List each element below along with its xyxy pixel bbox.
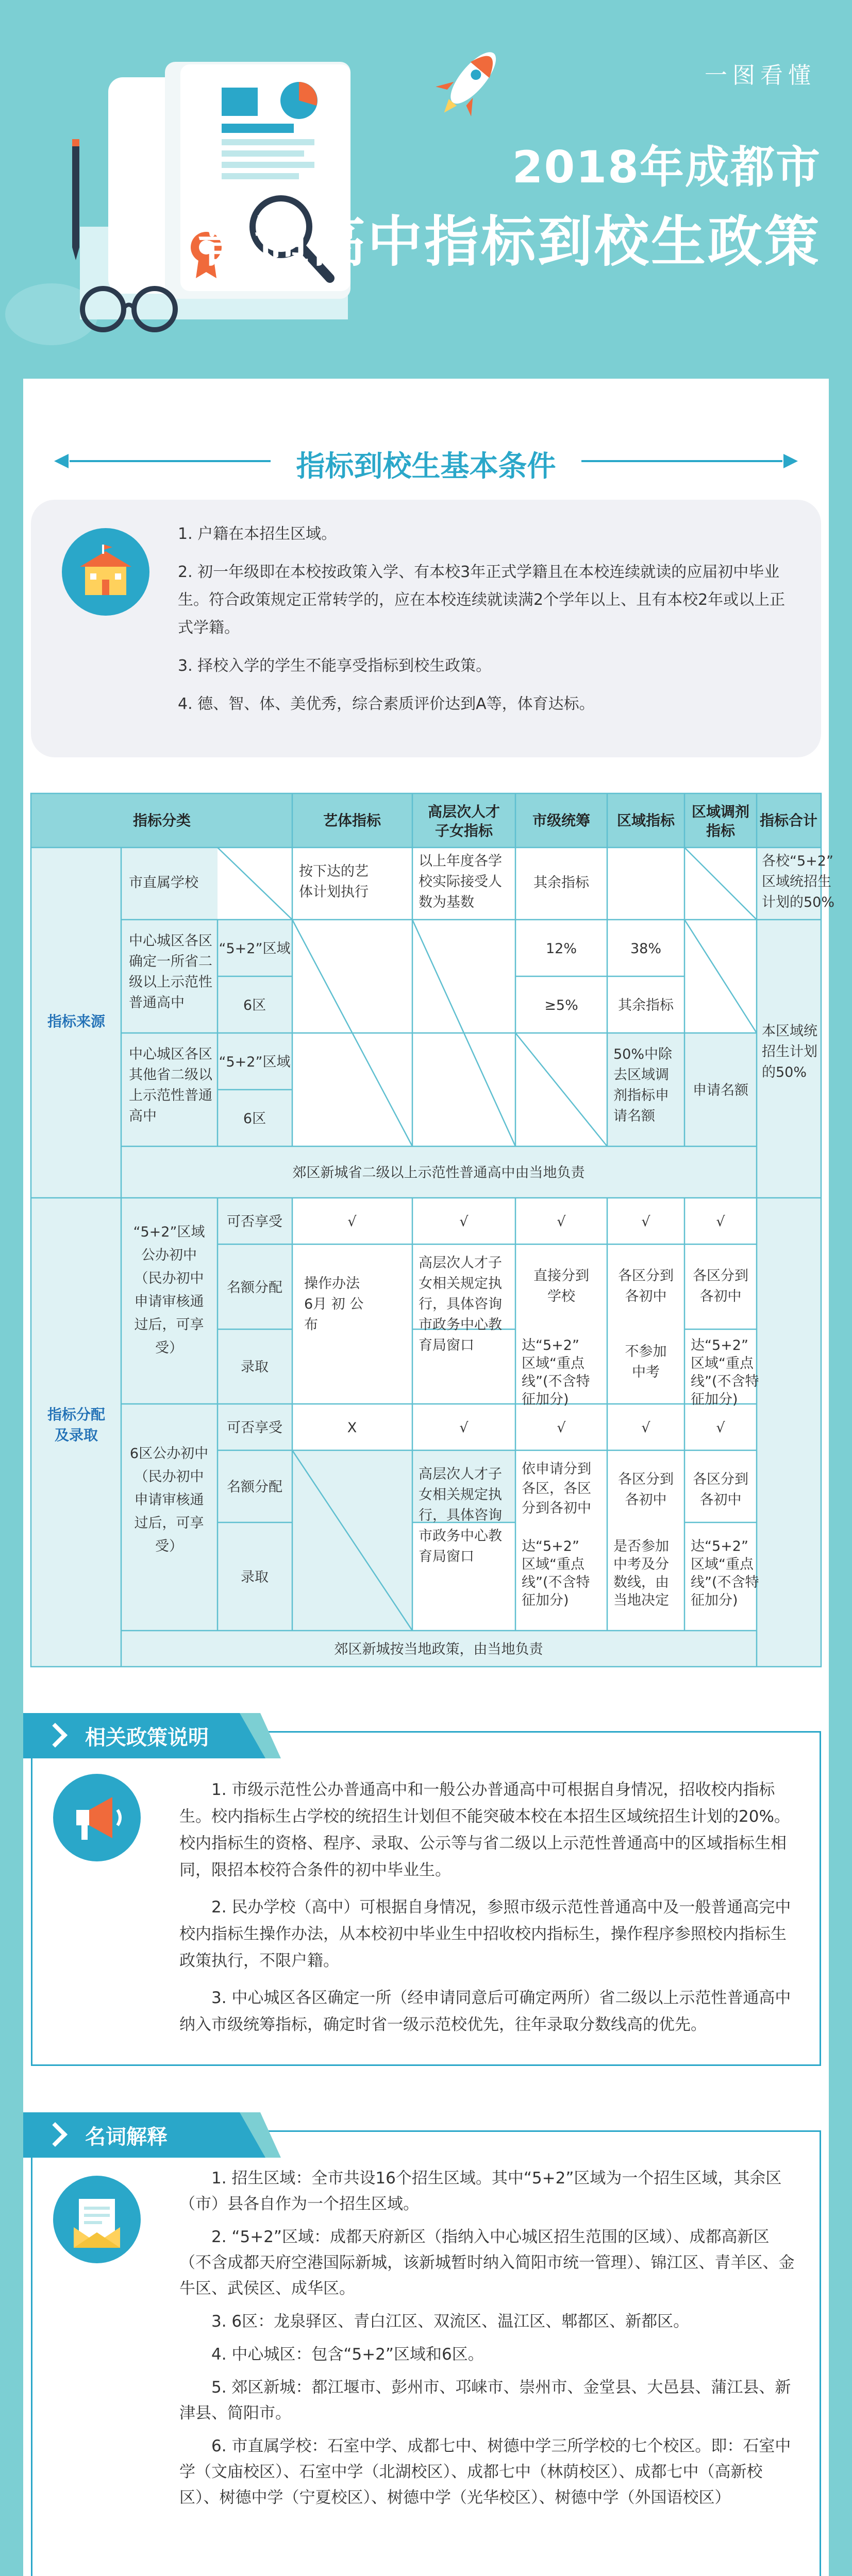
svg-text:中心城区各区: 中心城区各区 <box>129 1046 212 1062</box>
svg-text:受）: 受） <box>155 1340 183 1356</box>
svg-text:达“5+2”: 达“5+2” <box>522 1337 579 1353</box>
svg-text:行，具体咨询: 行，具体咨询 <box>419 1296 502 1312</box>
svg-text:高中: 高中 <box>129 1108 157 1124</box>
svg-text:各初中: 各初中 <box>625 1289 667 1304</box>
section2-title: 相关政策说明 <box>85 1726 209 1750</box>
svg-text:不参加: 不参加 <box>625 1344 667 1360</box>
glossary-box <box>31 2130 821 2576</box>
letter-icon <box>53 2176 141 2263</box>
glossary-label <box>23 2112 291 2158</box>
header-talent-2: 子女指标 <box>435 822 493 839</box>
megaphone-icon <box>53 1774 141 1861</box>
glossary-item: 2. “5+2”区域：成都天府新区（指纳入中心城区招生范围的区域）、成都高新区（不含成都天府空港国际新城，该新城暂时纳入简阳市统一管理）、锦江区、青羊区、金牛区、武侯区、成华区。 <box>179 2228 795 2298</box>
policy-para: 1. 市级示范性公办普通高中和一般公办普通高中可根据自身情况，招收校内指标生。校内指标生占学校的统招生计划但不能突破本校在本招生区域统招生计划的20%。校内指标生的资格、程序、录取、公示等与省二级以上示范性普通高中的区域指标生相同，限招本校符合条件的初中毕业生。 <box>179 1781 790 1879</box>
alloc-label-1: 指标分配 <box>47 1406 106 1423</box>
svg-text:达“5+2”: 达“5+2” <box>691 1337 748 1353</box>
svg-text:育局窗口: 育局窗口 <box>419 1549 474 1565</box>
svg-text:公办初中: 公办初中 <box>141 1247 197 1263</box>
svg-text:中考: 中考 <box>632 1364 660 1380</box>
check-mark: √ <box>716 1214 725 1230</box>
suburb-source: 郊区新城省二级以上示范性普通高中由当地负责 <box>292 1165 585 1181</box>
ge5: ≥5% <box>544 997 578 1013</box>
glossary-item: 3. 6区：龙泉驿区、青白江区、双流区、温江区、郫都区、新都区。 <box>211 2312 690 2331</box>
svg-text:剂指标申: 剂指标申 <box>613 1088 669 1104</box>
svg-text:6月 初 公: 6月 初 公 <box>304 1296 364 1312</box>
check-mark: √ <box>459 1214 469 1230</box>
svg-text:行，具体咨询: 行，具体咨询 <box>419 1507 502 1523</box>
city-school: 市直属学校 <box>129 875 198 891</box>
sub-52: “5+2”区域 <box>219 941 291 957</box>
svg-text:6区公办初中: 6区公办初中 <box>129 1446 209 1462</box>
svg-text:数为基数: 数为基数 <box>419 894 474 910</box>
check-mark: √ <box>347 1214 357 1230</box>
pct12: 12% <box>545 941 577 957</box>
school-icon <box>62 528 149 616</box>
svg-text:高层次人才子: 高层次人才子 <box>419 1255 502 1271</box>
check-mark: √ <box>641 1420 650 1436</box>
source-label: 指标来源 <box>47 1013 106 1030</box>
svg-text:市政务中心教: 市政务中心教 <box>419 1317 502 1333</box>
header-city: 市级统筹 <box>532 812 591 829</box>
policy-para: 2. 民办学校（高中）可根据自身情况，参照市级示范性普通高中及一般普通高完中校内指标生操作办法，从本校初中毕业生中招收校内指标生，操作程序参照校内指标生政策执行，不限户籍。 <box>179 1898 791 1970</box>
header-district: 区域指标 <box>616 812 675 829</box>
brand-label: 一图看懂 <box>705 62 816 89</box>
svg-text:线”(不含特: 线”(不含特 <box>522 1574 590 1590</box>
conditions-box <box>31 500 821 757</box>
assign-2: 名额分配 <box>227 1479 282 1495</box>
remain2: 其余指标 <box>618 997 674 1013</box>
svg-text:分到各初中: 分到各初中 <box>522 1500 591 1516</box>
enjoy-2: 可否享受 <box>227 1420 282 1436</box>
content-panel <box>23 379 835 2576</box>
svg-text:受）: 受） <box>155 1538 183 1554</box>
svg-text:中考及分: 中考及分 <box>613 1556 669 1572</box>
svg-text:本区域统: 本区域统 <box>762 1023 817 1039</box>
glossary-item: 6. 市直属学校：石室中学、成都七中、树德中学三所学校的七个校区。即：石室中学（文庙校区）、石室中学（北湖校区）、成都七中（林荫校区）、成都七中（高新校区）、树德中学（宁夏校区）、树德中学（光华校区）、树德中学（外国语校区） <box>179 2437 791 2507</box>
admit-1: 录取 <box>241 1359 269 1375</box>
arrow-right-icon <box>783 454 798 468</box>
svg-text:区域统招生: 区域统招生 <box>762 874 831 890</box>
svg-text:计划的50%: 计划的50% <box>762 894 835 910</box>
svg-text:达“5+2”: 达“5+2” <box>691 1538 748 1554</box>
quota-table <box>31 793 835 1667</box>
sub-6b: 6区 <box>243 1111 266 1127</box>
policy-notes-text <box>179 1776 798 2048</box>
glossary-item: 4. 中心城区：包含“5+2”区域和6区。 <box>211 2345 484 2364</box>
svg-text:线”(不含特: 线”(不含特 <box>691 1374 759 1389</box>
header-art: 艺体指标 <box>323 812 381 829</box>
rocket-icon <box>428 36 515 124</box>
page-title-line2: 普通高中指标到校生政策 <box>197 210 821 274</box>
svg-text:其他省二级以: 其他省二级以 <box>129 1067 212 1083</box>
condition-item: 1. 户籍在本招生区域。 <box>178 525 337 543</box>
check-mark: √ <box>557 1420 566 1436</box>
svg-text:高层次人才子: 高层次人才子 <box>419 1466 502 1482</box>
remain: 其余指标 <box>533 875 589 891</box>
apply: 申请名额 <box>693 1082 748 1098</box>
header-category: 指标分类 <box>132 812 191 829</box>
svg-text:过后，可享: 过后，可享 <box>134 1317 204 1333</box>
svg-text:各区分到: 各区分到 <box>618 1268 674 1284</box>
svg-text:各区分到: 各区分到 <box>693 1268 748 1284</box>
svg-text:各校“5+2”: 各校“5+2” <box>762 853 833 869</box>
glossary-text <box>179 2165 798 2518</box>
svg-text:当地决定: 当地决定 <box>613 1592 669 1608</box>
section1-heading <box>54 440 798 482</box>
check-mark: √ <box>641 1214 650 1230</box>
policy-notes-box <box>31 1731 821 2066</box>
svg-text:各区分到: 各区分到 <box>618 1471 674 1487</box>
svg-text:布: 布 <box>304 1317 318 1333</box>
suburb-alloc: 郊区新城按当地政策，由当地负责 <box>334 1641 543 1657</box>
check-mark: √ <box>459 1420 469 1436</box>
sub-6: 6区 <box>243 997 266 1013</box>
header-banner <box>0 0 852 361</box>
alloc-label-2: 及录取 <box>54 1427 98 1444</box>
svg-text:（民办初中: （民办初中 <box>134 1469 204 1485</box>
svg-text:普通高中: 普通高中 <box>129 995 185 1011</box>
svg-text:各区分到: 各区分到 <box>693 1471 748 1487</box>
svg-text:区域“重点: 区域“重点 <box>522 1556 584 1572</box>
glossary-item: 5. 郊区新城：都江堰市、彭州市、邛崃市、崇州市、金堂县、大邑县、蒲江县、新津县、简阳市。 <box>179 2378 791 2422</box>
enjoy-1: 可否享受 <box>227 1214 282 1230</box>
sub-52b: “5+2”区域 <box>219 1054 291 1070</box>
conditions-list <box>178 520 796 728</box>
svg-text:征加分): 征加分) <box>522 1592 569 1608</box>
condition-item: 2. 初一年级即在本校按政策入学、有本校3年正式学籍且在本校连续就读的应届初中毕业生。符合政策规定正常转学的，应在本校连续就读满2个学年以上、且有本校2年或以上正式学籍。 <box>178 563 786 637</box>
svg-text:招生计划: 招生计划 <box>762 1044 817 1060</box>
section3-title: 名词解释 <box>85 2125 168 2149</box>
svg-text:的50%: 的50% <box>762 1064 807 1080</box>
cross-mark: X <box>347 1420 357 1436</box>
svg-text:征加分): 征加分) <box>691 1592 738 1608</box>
svg-text:各初中: 各初中 <box>699 1492 742 1508</box>
check-mark: √ <box>716 1420 725 1436</box>
page-title-line1: 2018年成都市 <box>512 142 821 193</box>
svg-text:“5+2”区域: “5+2”区域 <box>133 1224 205 1240</box>
condition-item: 3. 择校入学的学生不能享受指标到校生政策。 <box>178 657 492 675</box>
svg-text:级以上示范性: 级以上示范性 <box>129 974 212 990</box>
svg-text:区域“重点: 区域“重点 <box>522 1355 584 1371</box>
policy-para: 3. 中心城区各区确定一所（经申请同意后可确定两所）省二级以上示范性普通高中纳入市级统筹指标，确定时省一级示范校优先，往年录取分数线高的优先。 <box>179 1989 791 2034</box>
header-adjust-1: 区域调剂 <box>691 803 750 820</box>
header-adjust-2: 指标 <box>706 822 736 839</box>
check-mark: √ <box>557 1214 566 1230</box>
admit-2: 录取 <box>241 1569 269 1585</box>
svg-text:达“5+2”: 达“5+2” <box>522 1538 579 1554</box>
condition-item: 4. 德、智、体、美优秀，综合素质评价达到A等，体育达标。 <box>178 695 595 713</box>
svg-text:校实际接受人: 校实际接受人 <box>419 874 502 890</box>
svg-text:市政务中心教: 市政务中心教 <box>419 1528 502 1544</box>
svg-text:直接分到: 直接分到 <box>533 1268 589 1284</box>
svg-text:数线，由: 数线，由 <box>613 1574 669 1590</box>
svg-text:以上年度各学: 以上年度各学 <box>419 853 502 869</box>
svg-text:操作办法: 操作办法 <box>304 1276 360 1292</box>
glossary-item: 1. 招生区域：全市共设16个招生区域。其中“5+2”区域为一个招生区域，其余区（市）县各自作为一个招生区域。 <box>179 2169 782 2213</box>
pct38: 38% <box>630 941 662 957</box>
svg-text:去区域调: 去区域调 <box>613 1067 669 1083</box>
svg-text:确定一所省二: 确定一所省二 <box>129 954 212 970</box>
svg-text:各初中: 各初中 <box>625 1492 667 1508</box>
svg-text:申请审核通: 申请审核通 <box>134 1294 204 1310</box>
svg-text:线”(不含特: 线”(不含特 <box>522 1374 590 1389</box>
svg-text:体计划执行: 体计划执行 <box>299 884 369 900</box>
svg-text:女相关规定执: 女相关规定执 <box>419 1276 502 1292</box>
assign-1: 名额分配 <box>227 1280 282 1296</box>
svg-text:征加分): 征加分) <box>522 1392 569 1408</box>
svg-text:按下达的艺: 按下达的艺 <box>299 863 369 879</box>
svg-text:育局窗口: 育局窗口 <box>419 1337 474 1353</box>
policy-notes-label <box>23 1713 291 1758</box>
svg-text:女相关规定执: 女相关规定执 <box>419 1487 502 1503</box>
svg-text:征加分): 征加分) <box>691 1392 738 1408</box>
svg-text:区域“重点: 区域“重点 <box>691 1556 754 1572</box>
svg-text:区域“重点: 区域“重点 <box>691 1355 754 1371</box>
svg-text:依申请分到: 依申请分到 <box>522 1461 591 1477</box>
svg-text:线”(不含特: 线”(不含特 <box>691 1574 759 1590</box>
section1-title: 指标到校生基本条件 <box>296 450 556 483</box>
svg-text:50%中除: 50%中除 <box>613 1046 673 1062</box>
svg-text:上示范性普通: 上示范性普通 <box>129 1088 212 1104</box>
svg-text:各初中: 各初中 <box>699 1289 742 1304</box>
svg-text:过后，可享: 过后，可享 <box>134 1515 204 1531</box>
header-total: 指标合计 <box>759 812 818 829</box>
svg-text:请名额: 请名额 <box>613 1108 655 1124</box>
svg-text:申请审核通: 申请审核通 <box>134 1492 204 1508</box>
header-talent-1: 高层次人才 <box>427 803 500 820</box>
svg-text:（民办初中: （民办初中 <box>134 1270 204 1286</box>
svg-text:学校: 学校 <box>547 1289 575 1304</box>
svg-text:各区，各区: 各区，各区 <box>522 1481 591 1497</box>
svg-text:中心城区各区: 中心城区各区 <box>129 933 212 949</box>
svg-text:是否参加: 是否参加 <box>613 1538 669 1554</box>
